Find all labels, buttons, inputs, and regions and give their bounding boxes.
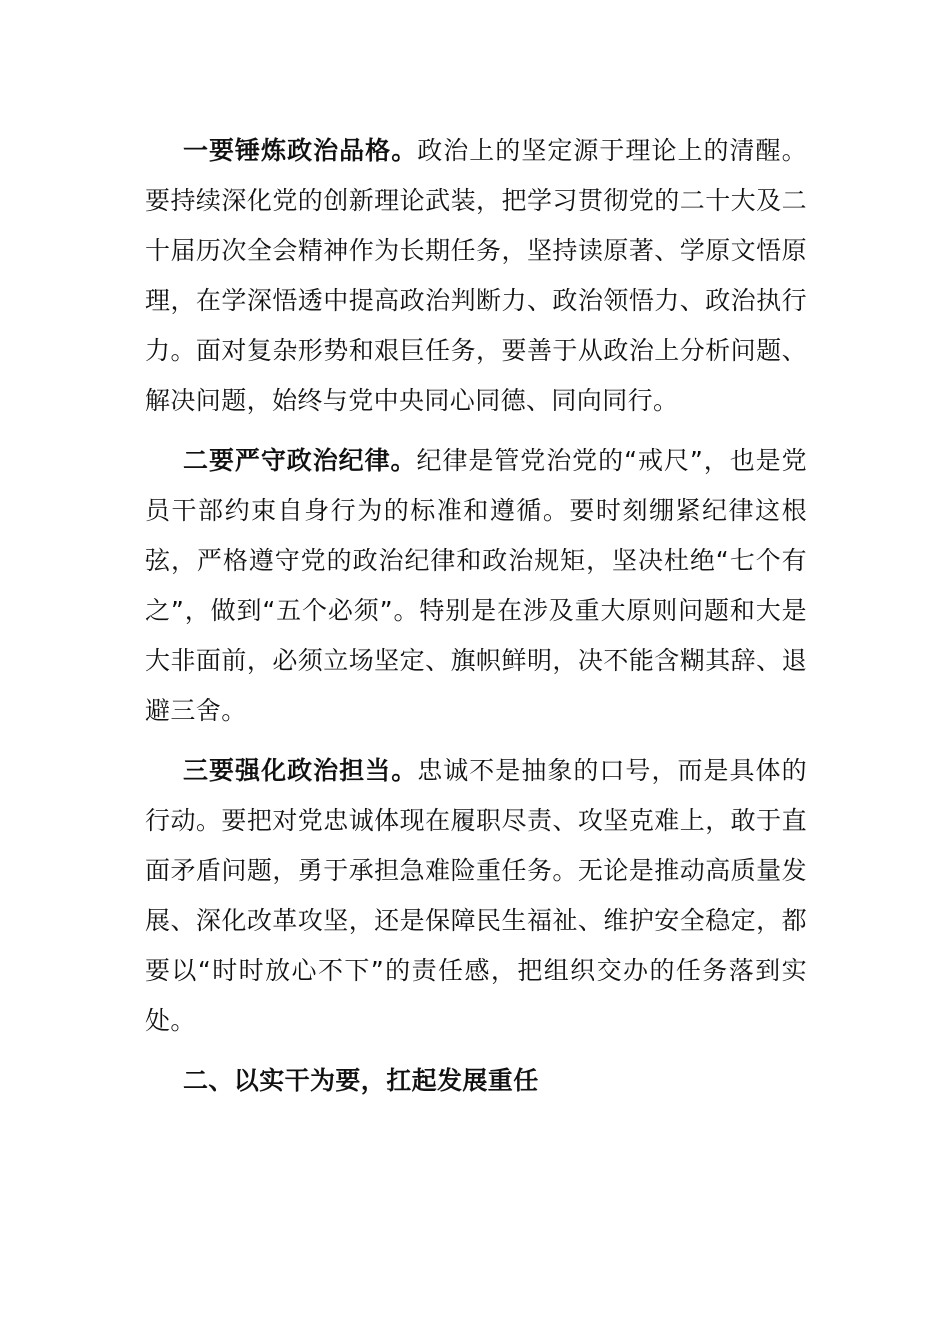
document-body: [145, 126, 807, 1116]
paragraph-political-responsibility: [145, 746, 807, 1046]
paragraph-political-discipline: [145, 436, 807, 736]
paragraph-text: 纪律是管党治党的“戒尺”，也是党员干部约束自身行为的标准和遵循。要时刻绷紧纪律这根弦，严格遵守党的政治纪律和政治规矩，坚决杜绝“七个有之”，做到“五个必须”。特别是在涉及重大原则问题和大是大非面前，必须立场坚定、旗帜鲜明，决不能含糊其辞、退避三舍。: [145, 446, 807, 725]
paragraph-lead: 二要严守政治纪律。: [183, 446, 417, 475]
paragraph-lead: 三要强化政治担当。: [183, 756, 418, 785]
paragraph-lead: 一要锤炼政治品格。: [183, 136, 418, 165]
paragraph-text: 忠诚不是抽象的口号，而是具体的行动。要把对党忠诚体现在履职尽责、攻坚克难上，敢于直面矛盾问题，勇于承担急难险重任务。无论是推动高质量发展、深化改革攻坚，还是保障民生福祉、维护安全稳定，都要以“时时放心不下”的责任感，把组织交办的任务落到实处。: [145, 756, 807, 1035]
paragraph-political-character: [145, 126, 807, 426]
paragraph-text: 政治上的坚定源于理论上的清醒。要持续深化党的创新理论武装，把学习贯彻党的二十大及二十届历次全会精神作为长期任务，坚持读原著、学原文悟原理，在学深悟透中提高政治判断力、政治领悟力、政治执行力。面对复杂形势和艰巨任务，要善于从政治上分析问题、解决问题，始终与党中央同心同德、同向同行。: [145, 136, 807, 415]
section-heading: 二、以实干为要，扛起发展重任: [183, 1066, 539, 1095]
